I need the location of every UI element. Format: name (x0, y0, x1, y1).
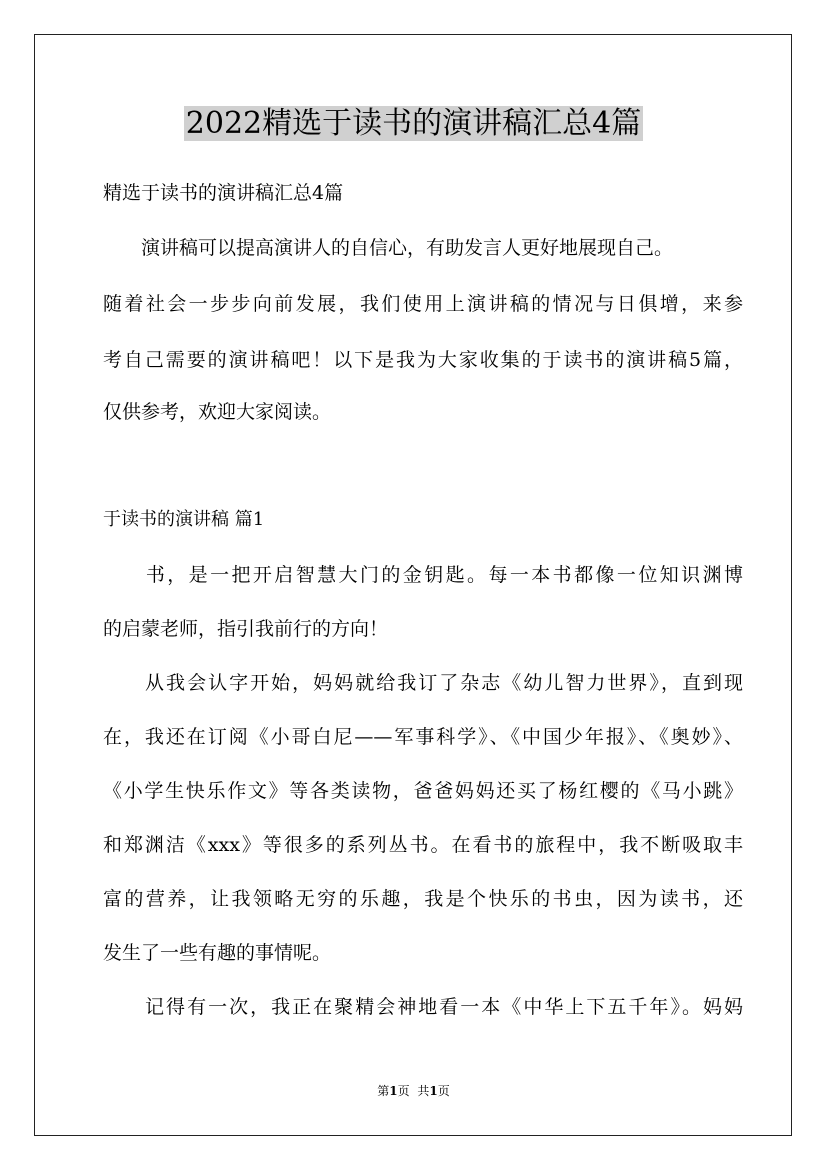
body-line-3: 从我会认字开始，妈妈就给我订了杂志《幼儿智力世界》，直到现 (103, 672, 743, 694)
section-heading: 于读书的演讲稿 篇1 (103, 509, 265, 530)
footer-page-current: 1 (389, 1084, 398, 1098)
body-line-7: 富的营养，让我领略无穷的乐趣，我是个快乐的书虫，因为读书，还 (103, 888, 743, 910)
body-line-4: 在，我还在订阅《小哥白尼——军事科学》、《中国少年报》、《奥妙》、 (103, 726, 743, 748)
footer-page-suffix: 页 (397, 1084, 410, 1098)
body-line-1: 书，是一把开启智慧大门的金钥匙。每一本书都像一位知识渊博 (103, 564, 743, 586)
document-title-text: 2022精选于读书的演讲稿汇总4篇 (185, 106, 642, 141)
page-footer (0, 1083, 827, 1099)
footer-page-prefix: 第 (377, 1084, 390, 1098)
intro-line-4: 仅供参考，欢迎大家阅读。 (103, 401, 332, 423)
intro-line-2: 随着社会一步步向前发展，我们使用上演讲稿的情况与日俱增，来参 (103, 293, 743, 315)
footer-total-prefix: 共 (417, 1084, 430, 1098)
body-line-6: 和郑渊洁《xxx》等很多的系列丛书。在看书的旅程中，我不断吸取丰 (103, 834, 743, 856)
body-line-2: 的启蒙老师，指引我前行的方向！ (103, 618, 389, 640)
body-line-5: 《小学生快乐作文》等各类读物，爸爸妈妈还买了杨红樱的《马小跳》 (103, 780, 743, 802)
body-line-8: 发生了一些有趣的事情呢。 (103, 942, 332, 964)
footer-total-suffix: 页 (437, 1084, 450, 1098)
intro-line-3: 考自己需要的演讲稿吧！以下是我为大家收集的于读书的演讲稿5篇， (103, 349, 743, 371)
intro-line-1: 演讲稿可以提高演讲人的自信心，有助发言人更好地展现自己。 (103, 237, 674, 259)
document-subtitle: 精选于读书的演讲稿汇总4篇 (103, 182, 344, 204)
footer-page-total: 1 (429, 1084, 438, 1098)
body-line-9: 记得有一次，我正在聚精会神地看一本《中华上下五千年》。妈妈 (103, 996, 743, 1018)
document-title (0, 104, 827, 144)
